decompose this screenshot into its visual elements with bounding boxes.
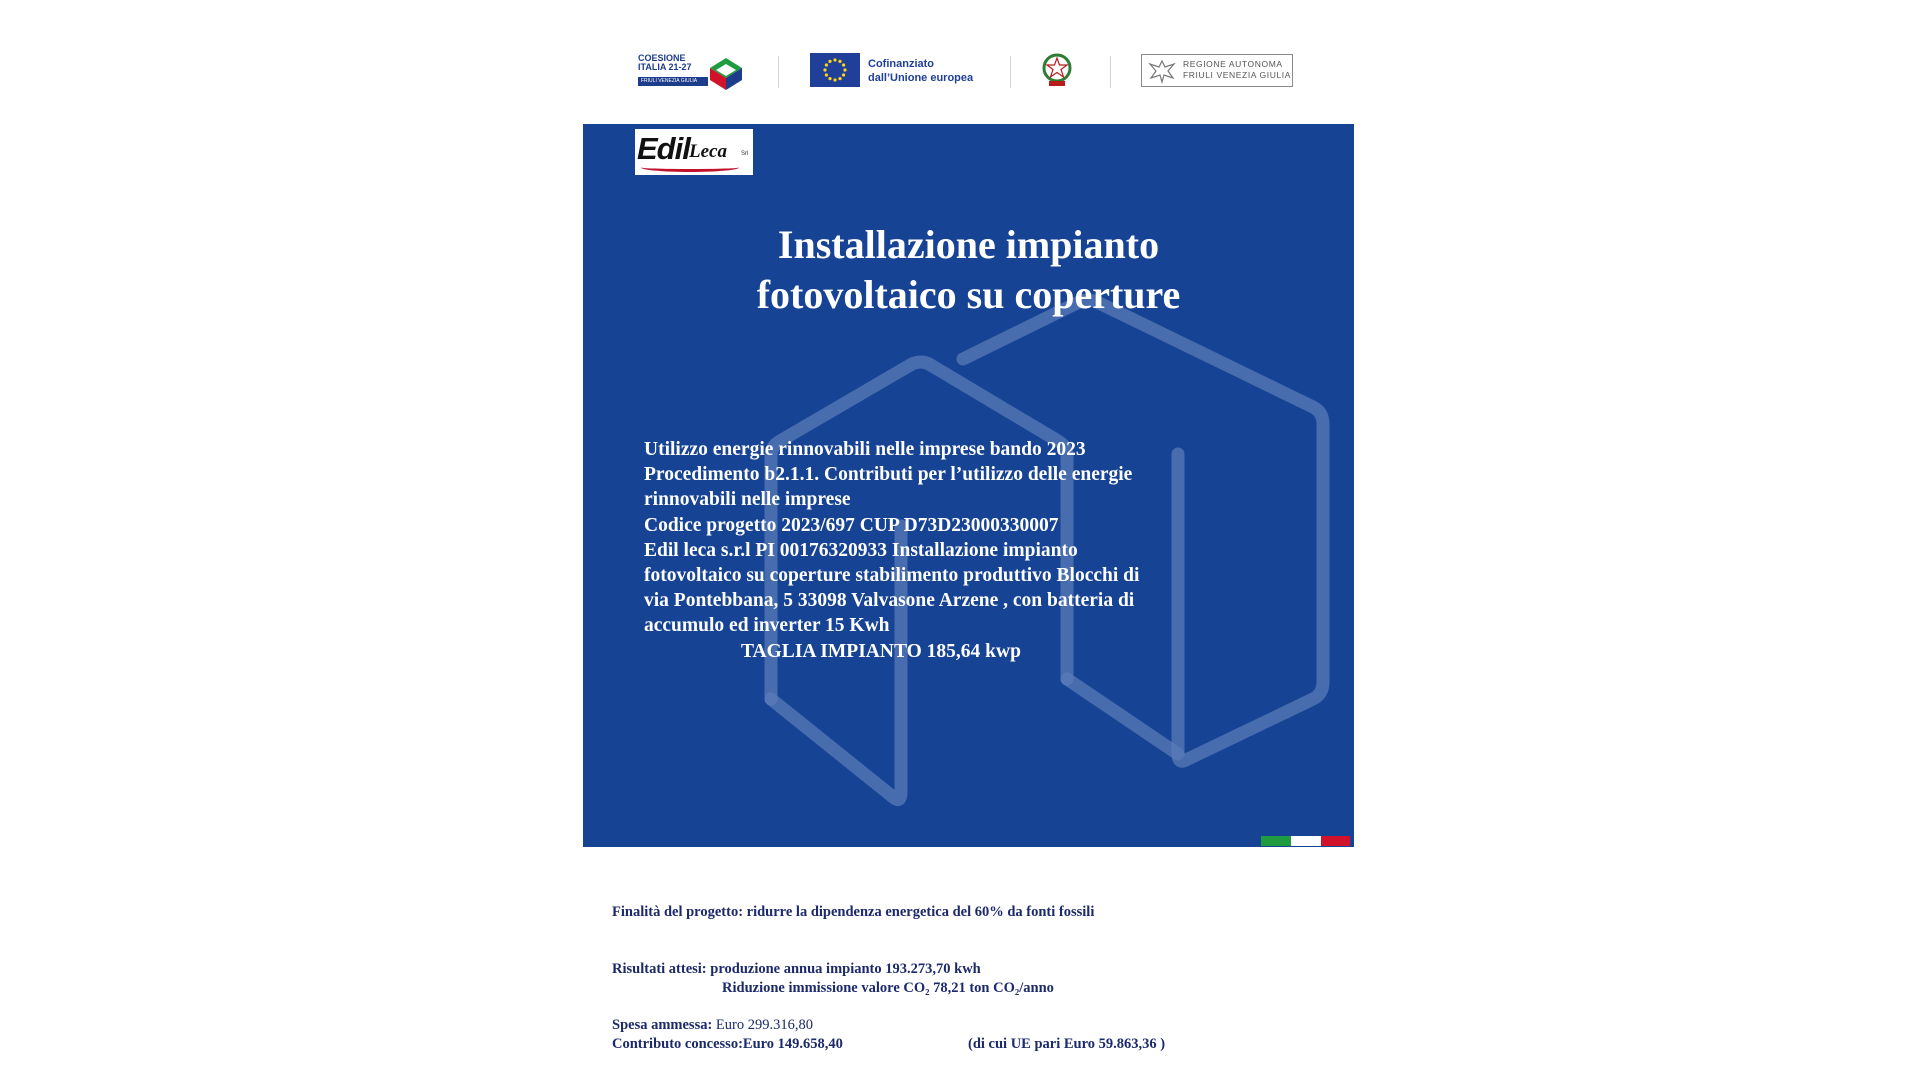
logo-divider	[1110, 56, 1111, 88]
poster-title	[583, 220, 1354, 320]
co2-reduction: Riduzione immissione valore CO₂ 78,21 ton CO₂/anno	[722, 980, 1054, 996]
description-line: fotovoltaico su coperture stabilimento produttivo Blocchi di	[644, 565, 1140, 587]
logo-swoosh	[641, 163, 739, 172]
project-goal: Finalità del progetto: ridurre la dipendenza energetica del 60% da fonti fossili	[612, 904, 1095, 920]
description-line: accumulo ed inverter 15 Kwh	[644, 615, 890, 637]
leca-logo-text: Leca	[689, 141, 727, 162]
logo-divider	[778, 56, 779, 88]
coesione-logo-line2: ITALIA 21-27	[638, 62, 692, 72]
eligible-expense-label: Spesa ammessa:	[612, 1017, 713, 1033]
poster-title-line2: fotovoltaico su coperture	[756, 272, 1181, 317]
italian-republic-emblem-icon	[1040, 50, 1074, 95]
coesione-italia-logo	[630, 50, 750, 95]
plant-size-line: TAGLIA IMPIANTO 185,64 kwp	[741, 640, 1021, 662]
project-poster-panel	[583, 124, 1354, 847]
coesione-logo-line1: COESIONE	[638, 53, 686, 63]
eu-cofinanced-logo	[810, 50, 990, 95]
description-line: via Pontebbana, 5 33098 Valvasone Arzene , con batteria di	[644, 590, 1135, 612]
fvg-logo-line2: FRIULI VENEZIA GIULIA	[1183, 70, 1292, 80]
eligible-expense	[612, 1016, 813, 1035]
eligible-expense-value: Euro 299.316,80	[712, 1017, 813, 1033]
italian-flag-strip	[1261, 836, 1350, 846]
description-line: rinnovabili nelle imprese	[644, 489, 851, 511]
fvg-logo-line1: REGIONE AUTONOMA	[1183, 59, 1283, 69]
logo-divider	[1010, 56, 1011, 88]
coesione-logo-region: FRIULI VENEZIA GIULIA	[638, 77, 708, 86]
eu-share: (di cui UE pari Euro 59.863,36 )	[968, 1036, 1166, 1052]
coesione-cube-icon	[706, 54, 746, 90]
eu-flag-icon	[810, 53, 860, 87]
granted-contribution: Contributo concesso:Euro 149.658,40	[612, 1036, 843, 1052]
description-line: Edil leca s.r.l PI 00176320933 Installazione impianto	[644, 539, 1078, 561]
edil-leca-company-logo	[635, 129, 753, 175]
description-line: Procedimento b2.1.1. Contributi per l’utilizzo delle energie	[644, 464, 1133, 486]
srl-logo-text: Srl	[741, 151, 749, 157]
description-line: Codice progetto 2023/697 CUP D73D23000330007	[644, 514, 1059, 536]
edil-logo-text: Edil	[637, 131, 690, 166]
project-description	[644, 437, 1244, 664]
description-line: Utilizzo energie rinnovabili nelle imprese bando 2023	[644, 439, 1086, 460]
fvg-eagle-icon	[1147, 58, 1177, 84]
funding-logos-strip	[630, 50, 1305, 95]
poster-title-line1: Installazione impianto	[777, 222, 1160, 267]
eu-logo-line2: dall’Unione europea	[868, 72, 974, 84]
eu-logo-line1: Cofinanziato	[868, 58, 934, 70]
expected-results: Risultati attesi: produzione annua impianto 193.273,70 kwh	[612, 961, 981, 977]
regione-fvg-logo	[1141, 50, 1305, 95]
